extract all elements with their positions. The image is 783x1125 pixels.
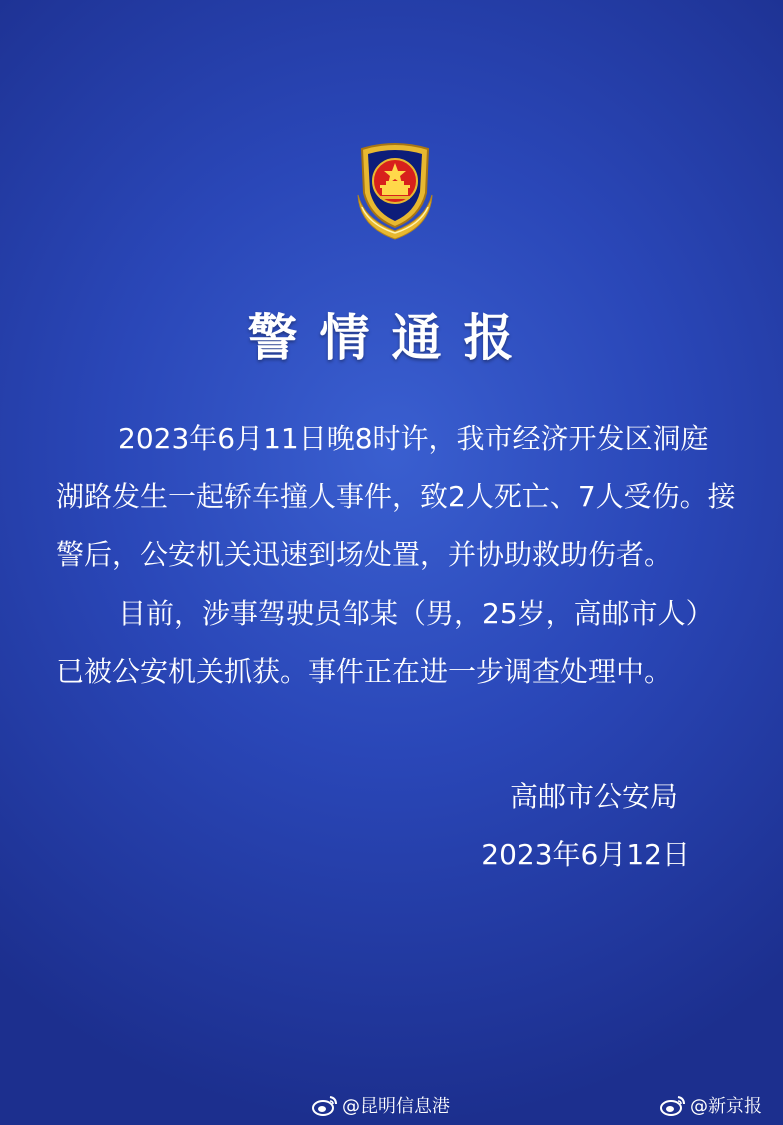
weibo-icon xyxy=(660,1094,686,1116)
weibo-icon xyxy=(312,1094,338,1116)
notice-paragraph-1 xyxy=(56,410,736,584)
paragraph-1-text: 2023年6月11日晚8时许，我市经济开发区洞庭湖路发生一起轿车撞人事件，致2人死亡、7人受伤。接警后，公安机关迅速到场处置，并协助救助伤者。 xyxy=(56,422,736,571)
notice-title: 警情通报 xyxy=(247,308,536,367)
watermark-left xyxy=(312,1092,450,1118)
notice-paragraph-2 xyxy=(56,585,736,701)
watermark-left-text: @昆明信息港 xyxy=(342,1096,450,1117)
watermark-right xyxy=(660,1092,762,1118)
issue-date: 2023年6月12日 xyxy=(481,838,690,871)
paragraph-2-text: 目前，涉事驾驶员邹某（男，25岁，高邮市人）已被公安机关抓获。事件正在进一步调查处理中。 xyxy=(56,597,714,688)
watermark-right-text: @新京报 xyxy=(690,1096,762,1117)
police-emblem-icon xyxy=(340,135,450,245)
issuer-name: 高邮市公安局 xyxy=(509,780,678,813)
